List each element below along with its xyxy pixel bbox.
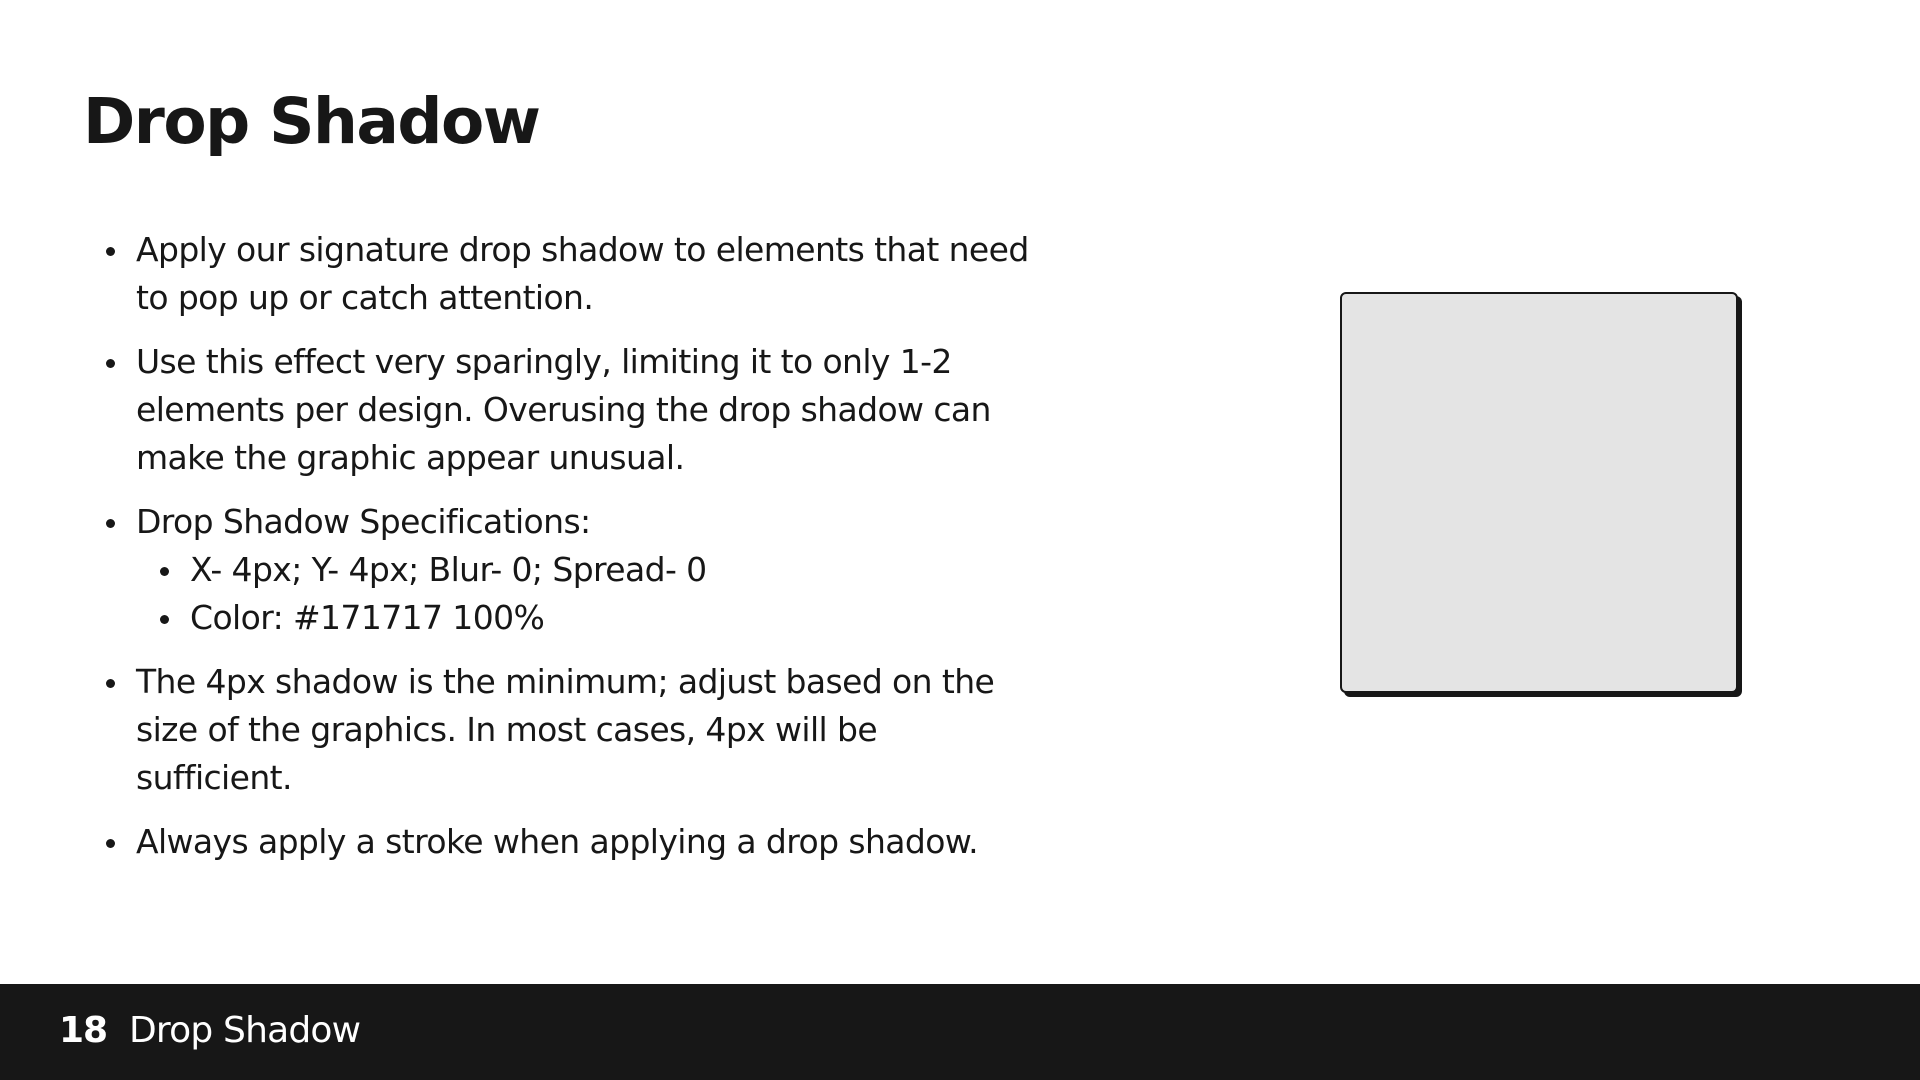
- bullet-item: [136, 658, 1036, 802]
- bullet-item: [136, 498, 1036, 642]
- bullet-list: [136, 226, 1036, 882]
- page-number: 18: [59, 1010, 108, 1051]
- footer-bar: [0, 984, 1920, 1080]
- bullet-text-line: Apply our signature drop shadow to elements that need: [136, 230, 1029, 269]
- bullet-text-line: Always apply a stroke when applying a drop shadow.: [136, 822, 979, 861]
- page-title: Drop Shadow: [83, 85, 540, 158]
- bullet-text-line: make the graphic appear unusual.: [136, 438, 685, 477]
- footer-section-title: Drop Shadow: [129, 1010, 361, 1051]
- bullet-text-line: elements per design. Overusing the drop shadow can: [136, 390, 991, 429]
- bullet-item: [136, 226, 1036, 322]
- bullet-text-line: Use this effect very sparingly, limiting it to only 1-2: [136, 342, 952, 381]
- bullet-text-line: The 4px shadow is the minimum; adjust based on the: [136, 662, 995, 701]
- bullet-text-line: size of the graphics. In most cases, 4px will be sufficient.: [136, 710, 878, 797]
- sub-bullet-item: X- 4px; Y- 4px; Blur- 0; Spread- 0: [190, 546, 1036, 594]
- bullet-item: [136, 818, 1036, 866]
- sub-bullet-item: Color: #171717 100%: [190, 594, 1036, 642]
- sub-bullet-list: [136, 546, 1036, 642]
- bullet-text-line: Drop Shadow Specifications:: [136, 502, 591, 541]
- bullet-text-line: to pop up or catch attention.: [136, 278, 594, 317]
- bullet-item: [136, 338, 1036, 482]
- drop-shadow-example-box: [1340, 292, 1738, 693]
